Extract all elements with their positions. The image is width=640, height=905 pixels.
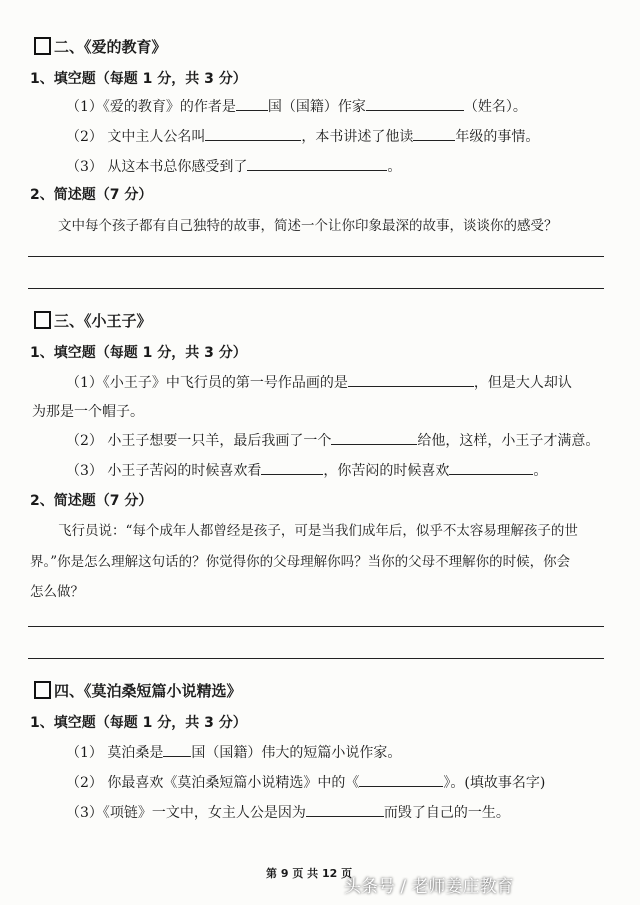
- section-3-title: 三、《小王子》: [34, 310, 152, 331]
- section-2-short-header: 2、简述题（7 分）: [30, 187, 153, 203]
- s2-question-3: （3） 从这本书总你感受到了 。: [66, 159, 402, 175]
- s3-short-question-line-2: 界。”你是怎么理解这句话的？你觉得你的父母理解你吗？当你的父母不理解你的时候，你会: [30, 554, 571, 570]
- blank: [366, 97, 464, 111]
- blank: [348, 373, 474, 387]
- s3-question-2: （2） 小王子想要一只羊，最后我画了一个 给他，这样，小王子才满意。: [66, 433, 600, 449]
- section-4-title: 四、《莫泊桑短篇小说精选》: [34, 680, 242, 701]
- blank: [247, 157, 387, 171]
- s3-question-1-cont: 为那是一个帽子。: [32, 404, 144, 420]
- s2-question-1: （1）《爱的教育》的作者是 国（国籍）作家 （姓名）。: [66, 99, 527, 115]
- blank: [236, 97, 268, 111]
- answer-line: [28, 626, 604, 627]
- blank: [205, 127, 301, 141]
- blank: [413, 127, 455, 141]
- answer-line: [28, 288, 604, 289]
- watermark: 头条号 / 老师姜庄教育: [344, 877, 514, 897]
- s4-question-1: （1） 莫泊桑是 国（国籍）伟大的短篇小说作家。: [66, 745, 402, 761]
- checkbox-square-icon: [34, 311, 51, 329]
- blank: [331, 431, 417, 445]
- blank: [449, 461, 533, 475]
- blank: [261, 461, 323, 475]
- s3-question-1: （1）《小王子》中飞行员的第一号作品画的是 ，但是大人却认: [66, 375, 572, 391]
- blank: [359, 773, 443, 787]
- section-4-fill-header: 1、填空题（每题 1 分，共 3 分）: [30, 715, 247, 731]
- section-2-fill-header: 1、填空题（每题 1 分，共 3 分）: [30, 71, 247, 87]
- checkbox-square-icon: [34, 37, 51, 55]
- s3-question-3: （3） 小王子苦闷的时候喜欢看 ，你苦闷的时候喜欢 。: [66, 463, 548, 479]
- page-number: 第 9 页 共 12 页: [266, 867, 353, 880]
- section-2-title: 二、《爱的教育》: [34, 36, 167, 57]
- blank: [163, 743, 191, 757]
- checkbox-square-icon: [34, 681, 51, 699]
- s2-short-question: 文中每个孩子都有自己独特的故事，简述一个让你印象最深的故事，谈谈你的感受？: [58, 218, 558, 234]
- section-3-short-header: 2、简述题（7 分）: [30, 493, 153, 509]
- s3-short-question-line-3: 怎么做？: [30, 584, 84, 600]
- s2-question-2: （2） 文中主人公名叫 ，本书讲述了他读 年级的事情。: [66, 129, 540, 145]
- s4-question-3: （3）《项链》一文中，女主人公是因为 而毁了自己的一生。: [66, 805, 510, 821]
- answer-line: [28, 658, 604, 659]
- blank: [306, 803, 384, 817]
- s3-short-question-line-1: 飞行员说：“每个成年人都曾经是孩子，可是当我们成年后，似乎不太容易理解孩子的世: [58, 523, 578, 539]
- section-3-fill-header: 1、填空题（每题 1 分，共 3 分）: [30, 345, 247, 361]
- s4-question-2: （2） 你最喜欢《莫泊桑短篇小说精选》中的《 》。(填故事名字): [66, 775, 546, 791]
- answer-line: [28, 256, 604, 257]
